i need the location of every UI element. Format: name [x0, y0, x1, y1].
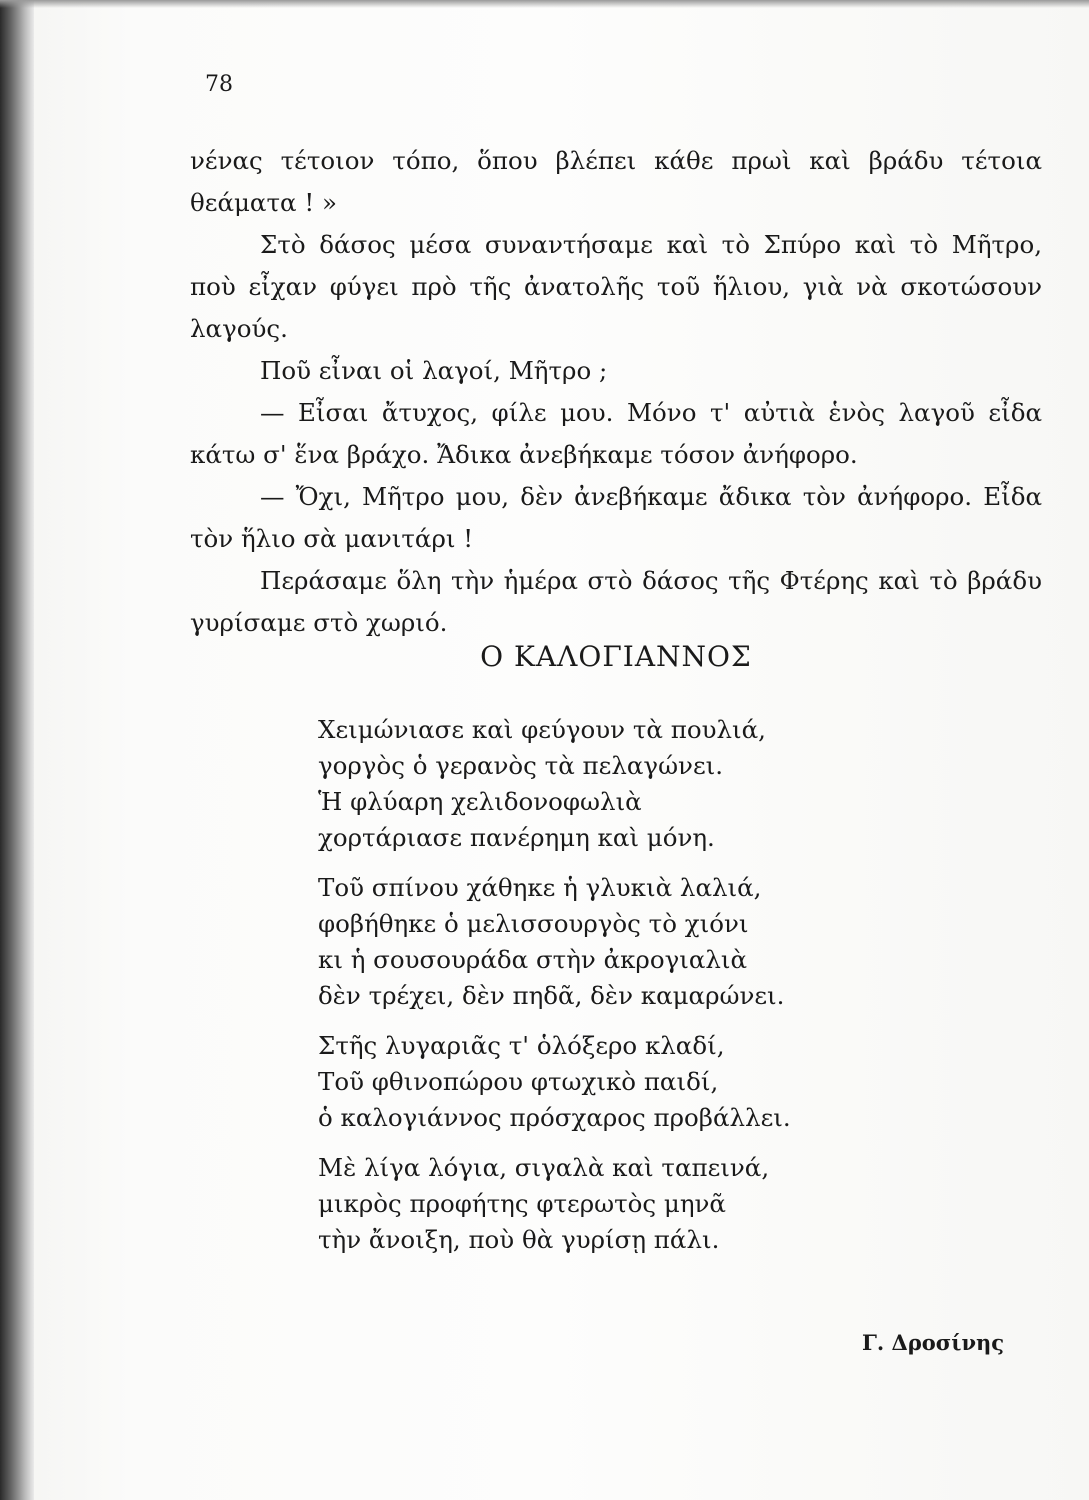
page-number: 78	[205, 72, 233, 97]
page-top-edge	[0, 0, 1089, 8]
prose-paragraph: — Ὄχι, Μῆτρο μου, δὲν ἀνεβήκαμε ἄδικα τὸν ἀνήφορο. Εἶδα τὸν ἥλιο σὰ μανιτάρι !	[190, 482, 1042, 553]
prose-section	[190, 140, 1042, 644]
prose-paragraph: Στὸ δάσος μέσα συναντήσαμε καὶ τὸ Σπύρο καὶ τὸ Μῆτρο, ποὺ εἶχαν φύγει πρὸ τῆς ἀνατολῆς τοῦ ἥλιου, γιὰ νὰ σκοτώσουν λαγούς.	[190, 230, 1042, 343]
poem-line: Τοῦ φθινοπώρου φτωχικὸ παιδί,	[318, 1067, 719, 1096]
prose-paragraph: — Εἶσαι ἄτυχος, φίλε μου. Μόνο τ' αὐτιὰ ἑνὸς λαγοῦ εἶδα κάτω σ' ἕνα βράχο. Ἄδικα ἀνεβήκαμε τόσον ἀνήφορο.	[190, 398, 1042, 469]
poem-stanza	[318, 870, 1038, 1014]
poem-line: γοργὸς ὁ γερανὸς τὰ πελαγώνει.	[318, 751, 724, 780]
poem-stanza	[318, 712, 1038, 856]
poem-body	[318, 712, 1038, 1272]
poem-line: τὴν ἄνοιξη, ποὺ θὰ γυρίσῃ πάλι.	[318, 1225, 720, 1254]
prose-paragraph: Περάσαμε ὅλη τὴν ἡμέρα στὸ δάσος τῆς Φτέρης καὶ τὸ βράδυ γυρίσαμε στὸ χωριό.	[190, 566, 1042, 637]
prose-paragraph: νένας τέτοιον τόπο, ὅπου βλέπει κάθε πρωὶ καὶ βράδυ τέτοια θεάματα ! »	[190, 146, 1042, 217]
poem-line: Τοῦ σπίνου χάθηκε ἡ γλυκιὰ λαλιά,	[318, 873, 762, 902]
poem-title: Ο ΚΑΛΟΓΙΑΝΝΟΣ	[480, 640, 752, 673]
poem-line: χορτάριασε πανέρημη καὶ μόνη.	[318, 823, 715, 852]
poem-line: Χειμώνιασε καὶ φεύγουν τὰ πουλιά,	[318, 715, 766, 744]
poem-line: Ἡ φλύαρη χελιδονοφωλιὰ	[318, 787, 642, 816]
poem-line: Μὲ λίγα λόγια, σιγαλὰ καὶ ταπεινά,	[318, 1153, 770, 1182]
poem-line: φοβήθηκε ὁ μελισσουργὸς τὸ χιόνι	[318, 909, 749, 938]
poem-line: κι ἡ σουσουράδα στὴν ἀκρογιαλιὰ	[318, 945, 748, 974]
poem-stanza	[318, 1150, 1038, 1258]
poem-line: Στῆς λυγαριᾶς τ' ὁλόξερο κλαδί,	[318, 1031, 725, 1060]
prose-paragraph: Ποῦ εἶναι οἱ λαγοί, Μῆτρο ;	[260, 356, 608, 385]
poem-author: Γ. Δροσίνης	[862, 1330, 1005, 1355]
poem-stanza	[318, 1028, 1038, 1136]
poem-line: μικρὸς προφήτης φτερωτὸς μηνᾶ	[318, 1189, 726, 1218]
book-binding-shadow	[0, 0, 34, 1500]
poem-line: ὁ καλογιάννος πρόσχαρος προβάλλει.	[318, 1103, 791, 1132]
poem-line: δὲν τρέχει, δὲν πηδᾶ, δὲν καμαρώνει.	[318, 981, 785, 1010]
